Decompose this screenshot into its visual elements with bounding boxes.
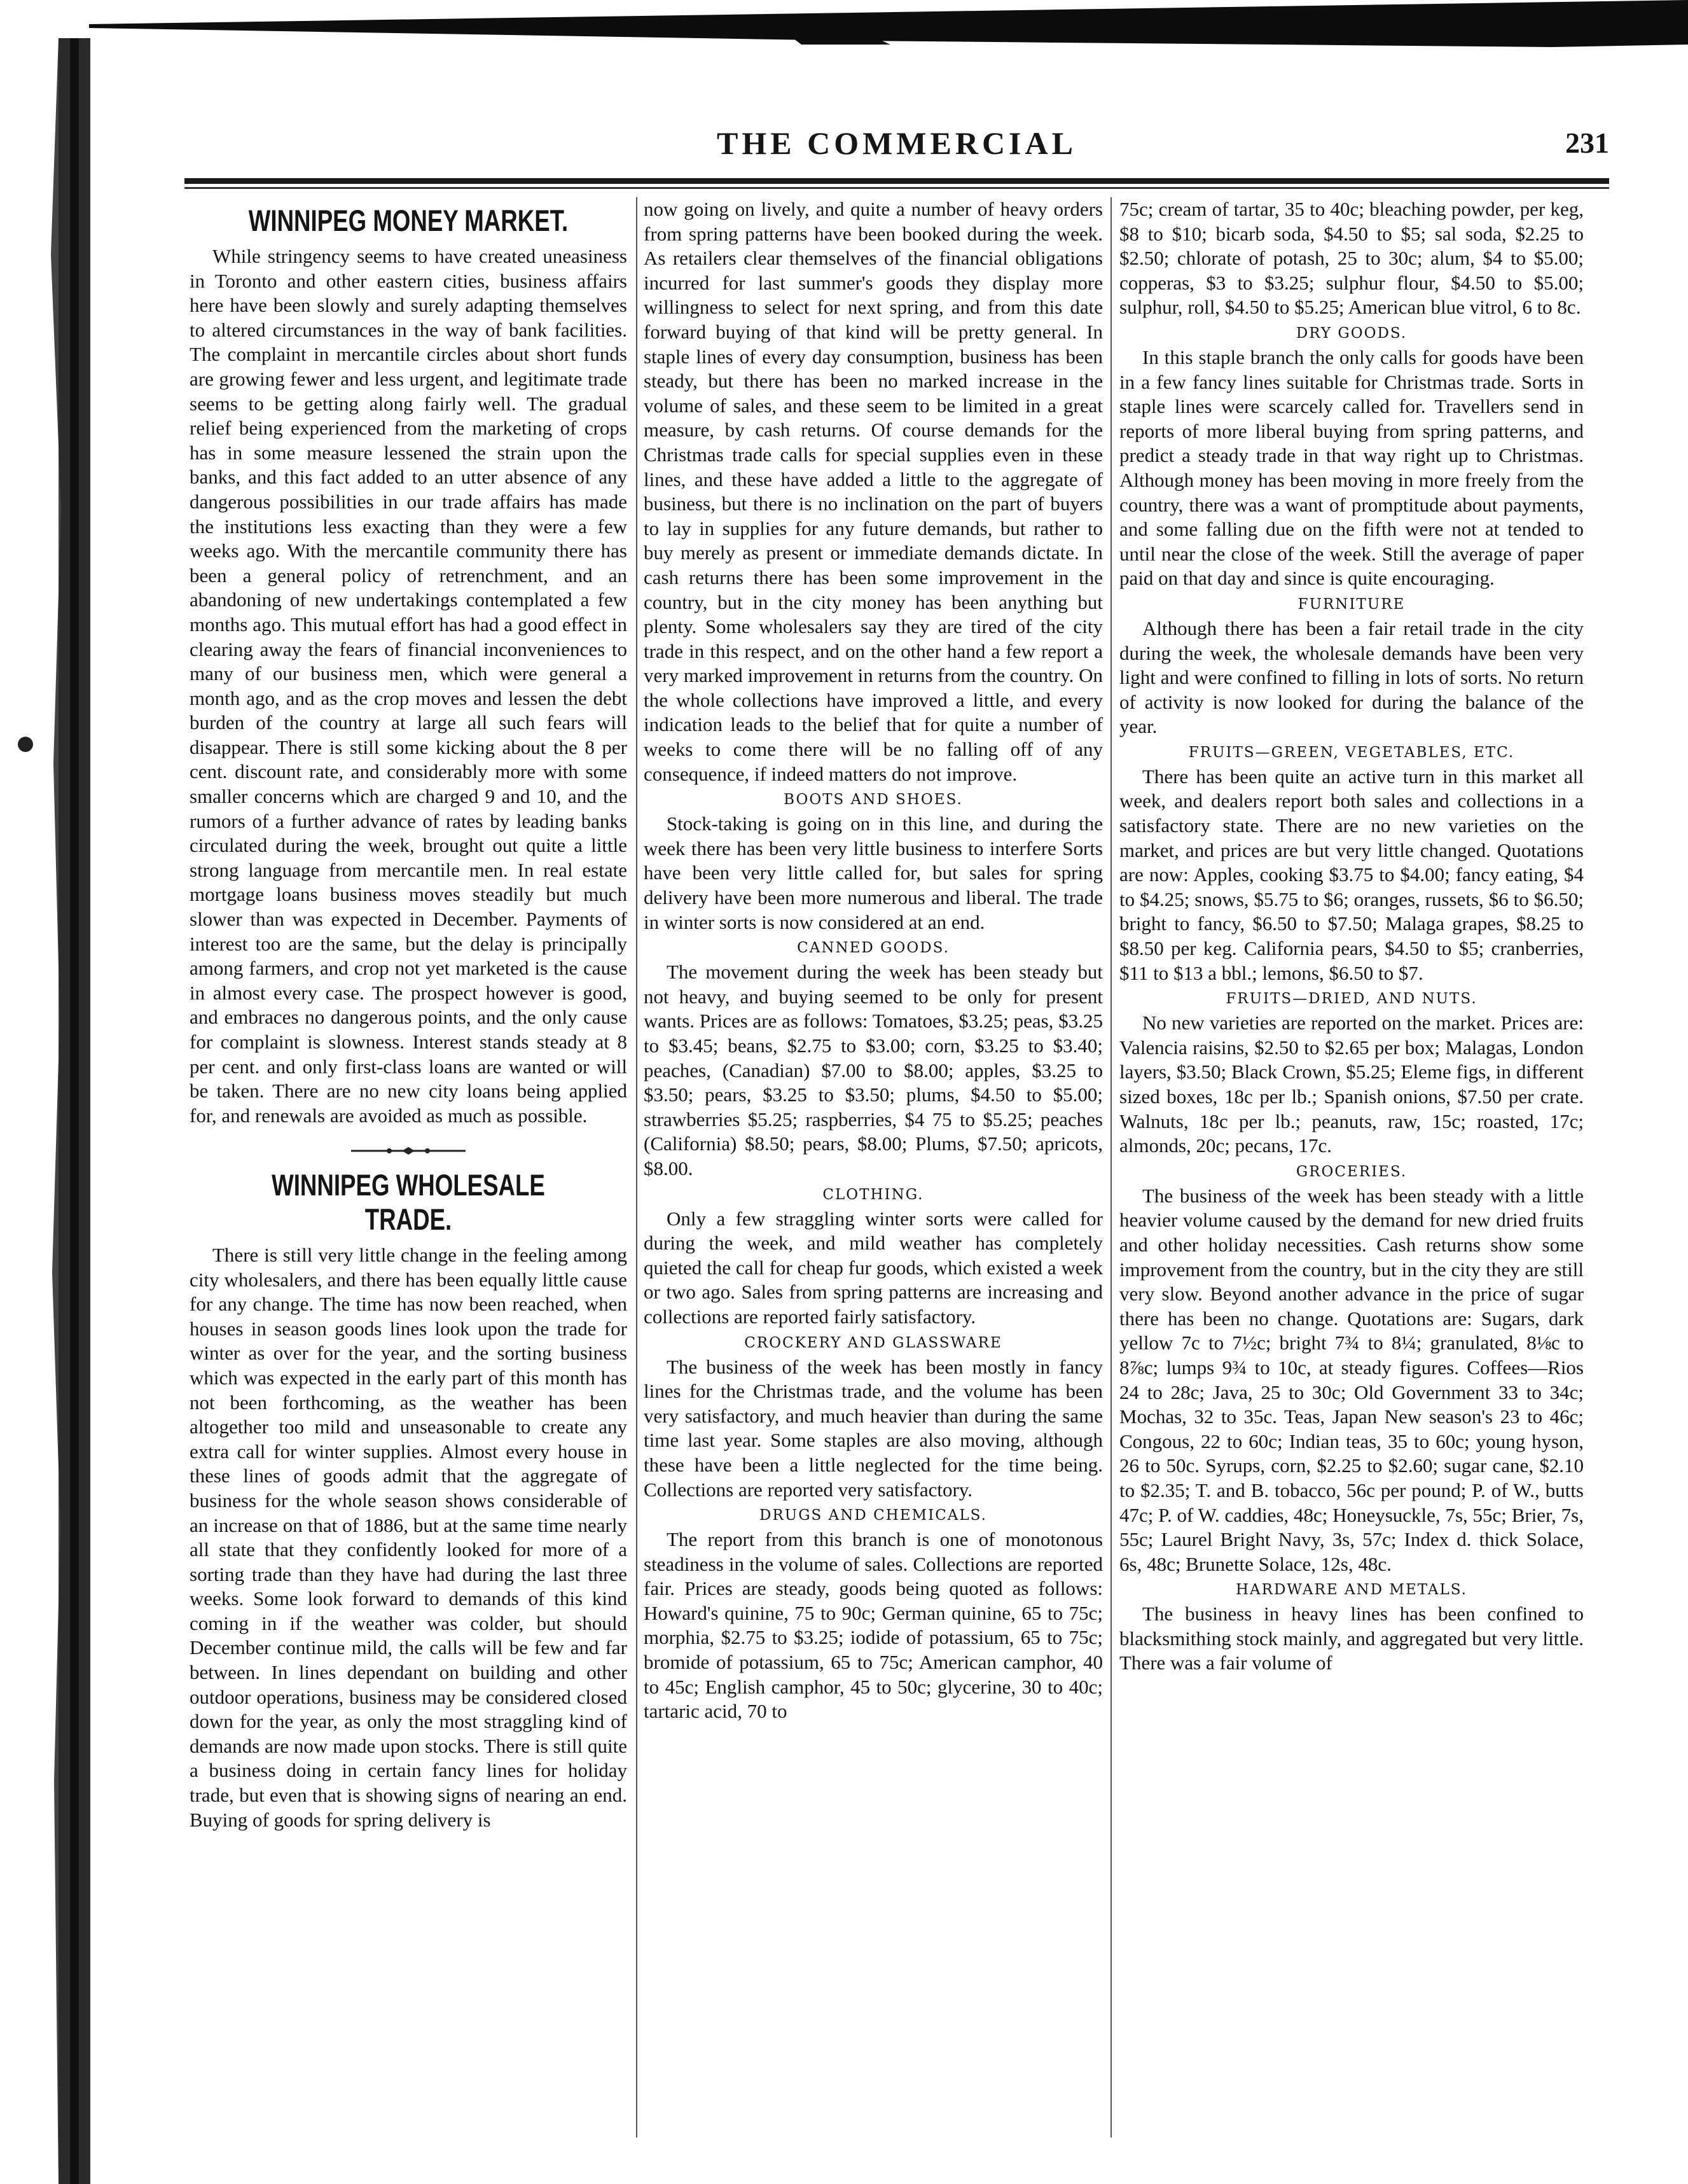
wholesale-trade-paragraph: There is still very little change in the feeling among city wholesalers, and there has been equally little cause for any change. The time has now been reached, when houses in season goods lines look upon the trade for winter as over for the year, and the sorting business which was expected in the early part of this month has not been forthcoming, as the weather has been altogether too mild and unseasonable to create any extra call for winter supplies. Almost every house in these lines of goods admit that the aggregate of business for the whole season shows considerable of an increase on that of 1886, but at the same time nearly all state that they confidently looked for more of a sorting trade than they have had during the last three weeks. Some look forward to demands of this kind coming in if the weather was colder, but should December continue mild, the calls will be few and far between. In lines dependant on building and other outdoor operations, business may be considered closed down for the year, as only the most straggling kind of demands are now made upon stocks. There is still quite a business doing in certain fancy lines for holiday trade, but even that is showing signs of nearing an end. Buying of goods for spring delivery is (190, 1243, 627, 1831)
column-divider (636, 197, 637, 2138)
column-1 (190, 197, 627, 2144)
clothing-paragraph: Only a few straggling winter sorts were called for during the week, and mild weather has completely quieted the call for cheap fur goods, which existed a week or two ago. Sales from spring patterns are increasing and collections are reported fairly satisfactory. (644, 1207, 1103, 1328)
section-heading-crockery: CROCKERY AND GLASSWARE (744, 1334, 1002, 1351)
article-heading-money-market: WINNIPEG MONEY MARKET. (248, 204, 569, 237)
groceries-paragraph: The business of the week has been steady with a little heavier volume caused by the demand for new dried fruits and other holiday necessities. Cash returns show some improvement from the country, but in the city they are still very slow. Beyond another advance in the price of sugar there has been no change. Quotations are: Sugars, dark yellow 7c to 7½c; bright 7¾ to 8¼; granulated, 8⅛c to 8⅞c; lumps 9¾ to 10c, at steady figures. Coffees—Rios 24 to 28c; Java, 25 to 30c; Old Government 33 to 34c; Mochas, 32 to 35c. Teas, Japan New season's 23 to 46c; Congous, 22 to 60c; Indian teas, 35 to 60c; young hyson, 26 to 50c. Syrups, corn, $2.25 to $2.60; sugar cane, $2.10 to $2.35; T. and B. tobacco, 56c per pound; P. of W., butts 47c; P. of W. caddies, 48c; Honeysuckle, 7s, 55c; Brier, 7s, 55c; Laurel Bright Navy, 3s, 57c; Index d. thick Solace, 6s, 48c; Brunette Solace, 12s, 48c. (1119, 1184, 1584, 1575)
publication-title: THE COMMERCIAL (717, 125, 1077, 161)
top-black-bar (89, 0, 1688, 55)
column-divider (1110, 197, 1112, 2138)
section-heading-canned: CANNED GOODS. (797, 940, 950, 957)
hardware-paragraph: The business in heavy lines has been confined to blacksmithing stock mainly, and aggregated but very little. There was a fair volume of (1119, 1603, 1584, 1674)
column-3 (1119, 197, 1584, 2144)
masthead (184, 125, 1609, 169)
section-heading-fruits-dried: FRUITS—DRIED, AND NUTS. (1226, 991, 1477, 1008)
fruits-green-paragraph: There has been quite an active turn in this market all week, and dealers report both sales and collections in a satisfactory state. There are no new varieties on the market, and prices are but very little changed. Quotations are now: Apples, cooking $3.75 to $4.00; fancy eating, $4 to $4.25; snows, $5.75 to $6; oranges, russets, $6 to $6.50; bright to fancy, $6.50 to $7.50; Malaga grapes, $8.25 to $8.50 per keg. California pears, $4.50 to $5; cranberries, $11 to $13 a bbl.; lemons, $6.50 to $7. (1119, 765, 1584, 984)
section-heading-boots: BOOTS AND SHOES. (784, 791, 963, 809)
continued-paragraph: now going on lively, and quite a number of heavy orders from spring patterns have been booked during the week. As retailers clear themselves of the financial obligations incurred for last summer's goods they display more willingness to select for next spring, and from this date forward buying of that kind will be pretty general. In staple lines of every day consumption, business has been steady, but there has been no marked increase in the volume of sales, and these seem to be limited in a great measure, by cash returns. Of course demands for the Christmas trade calls for special supplies even in these lines, and these have added a little to the aggregate of business, but there is no inclination on the part of buyers to lay in supplies for any future demands, but rather to buy merely as present or immediate demands dictate. In cash returns there has been some improvement in the country, but in the city money has been anything but plenty. Some wholesalers say they are tired of the city trade in this respect, and on the other hand a few report a very marked improvement in returns from the country. On the whole collections have improved a little, and every indication leads to the belief that for quite a number of weeks to come there will be no falling off of any consequence, if indeed matters do not improve. (644, 198, 1103, 785)
crockery-paragraph: The business of the week has been mostly in fancy lines for the Christmas trade, and the volume has been very satisfactory, and much heavier than during the same time last year. Some staples are also moving, although these have been a little neglected for the time being. Collections are reported very satisfactory. (644, 1355, 1103, 1501)
money-market-paragraph: While stringency seems to have created uneasiness in Toronto and other eastern cities, business affairs here have been slowly and surely adapting themselves to altered circumstances in the way of bank facilities. The complaint in mercantile circles about short funds are growing fewer and less urgent, and legitimate trade seems to be getting along fairly well. The gradual relief being experienced from the marketing of crops has in some measure lessened the strain upon the banks, and this fact added to an utter absence of any dangerous possibilities in our trade affairs has made the institutions less exacting than they were a few weeks ago. With the mercantile community there has been a general policy of retrenchment, and an abandoning of new undertakings contemplated a few months ago. This mutual effort has had a good effect in clearing away the fears of financial inconveniences to many of our business men, which were general a month ago, and as the crop moves and lessen the debt burden of the country at large all such fears will disappear. There is still some kicking about the 8 per cent. discount rate, and considerably more with some smaller concerns which are charged 9 and 10, and the rumors of a further advance of rates by leading banks circulated during the week, brought out quite a little strong language from mercantile men. In real estate mortgage loans business moves steadily but much slower than was expected in December. Payments of interest too are the same, but the delay is principally among farmers, and crop not yet marketed is the cause in almost every case. The prospect however is good, and embraces no dangerous points, and the only cause for complaint is slowness. Interest stands steady at 8 per cent. and only first-class loans are wanted or will be taken. There are no new city loans being applied for, and renewals are avoided as much as possible. (190, 245, 627, 1127)
section-heading-clothing: CLOTHING. (822, 1186, 924, 1203)
section-heading-furniture: FURNITURE (1297, 595, 1406, 613)
section-heading-fruits-green: FRUITS—GREEN, VEGETABLES, ETC. (1188, 744, 1515, 761)
section-heading-drugs: DRUGS AND CHEMICALS. (759, 1507, 987, 1524)
page-number: 231 (1565, 127, 1609, 159)
section-heading-dry-goods: DRY GOODS. (1296, 324, 1408, 342)
section-ornament (190, 1137, 627, 1162)
fruits-dried-paragraph: No new varieties are reported on the market. Prices are: Valencia raisins, $2.50 to $2.65 per box; Malagas, London layers, $3.50; Black Crown, $5.25; Eleme figs, in different sized boxes, 18c per lb.; Spanish onions, $7.50 per crate. Walnuts, 18c per lb.; peanuts, raw, 15c; roasted, 17c; almonds, 20c; pecans, 17c. (1119, 1012, 1584, 1157)
section-heading-groceries: GROCERIES. (1296, 1163, 1408, 1180)
article-heading-wholesale-trade: WINNIPEG WHOLESALE TRADE. (272, 1167, 545, 1236)
drugs-paragraph: The report from this branch is one of monotonous steadiness in the volume of sales. Collections are reported fair. Prices are steady, goods being quoted as follows: Howard's quinine, 75 to 90c; German quinine, 65 to 75c; morphia, $2.75 to $3.25; iodide of potassium, 65 to 75c; bromide of potassium, 65 to 75c; American camphor, 40 to 45c; English camphor, 45 to 50c; glycerine, 30 to 40c; tartaric acid, 70 to (644, 1528, 1103, 1723)
canned-paragraph: The movement during the week has been steady but not heavy, and buying seemed to be only for present wants. Prices are as follows: Tomatoes, $3.25; peas, $3.25 to $3.45; beans, $2.75 to $3.00; corn, $3.25 to $3.40; peaches, (Canadian) $7.00 to $8.00; apples, $3.25 to $3.50; pears, $3.25 to $3.50; plums, $4.50 to $5.00; strawberries $5.25; raspberries, $4 75 to $5.25; peaches (California) $8.50; pears, $8.00; Plums, $7.50; apricots, $8.00. (644, 961, 1103, 1179)
dry-goods-paragraph: In this staple branch the only calls for goods have been in a few fancy lines suitable for Christmas trade. Sorts in staple lines were scarcely called for. Travellers send in reports of more liberal buying from spring patterns, and predict a steady trade in that way right up to Christmas. Although money has been moving in more freely from the country, there was a want of promptitude about payments, and some falling due on the fifth were not at tended to until near the close of the week. Still the average of paper paid on that day and since is quite encouraging. (1119, 345, 1584, 590)
boots-paragraph: Stock-taking is going on in this line, and during the week there has been very little business to interfere Sorts have been very little called for, but sales for spring delivery have been more numerous and liberal. The trade in winter sorts is now considered at an end. (644, 812, 1103, 933)
furniture-paragraph: Although there has been a fair retail trade in the city during the week, the wholesale demands have been very light and were confined to filling in lots of sorts. No return of activity is now looked for during the balance of the year. (1119, 616, 1584, 738)
header-rule-thin (184, 187, 1609, 189)
continued-paragraph: 75c; cream of tartar, 35 to 40c; bleaching powder, per keg, $8 to $10; bicarb soda, $4.50 to $5; sal soda, $2.25 to $2.50; chlorate of potash, 25 to 30c; alum, $4 to $5.00; copperas, $3 to $3.25; sulphur flour, $4.50 to $5.00; sulphur, roll, $4.50 to $5.25; American blue vitrol, 6 to 8c. (1119, 198, 1584, 319)
binding-edge-strip (0, 0, 95, 2184)
column-2 (644, 197, 1103, 2144)
header-rule (184, 178, 1609, 184)
section-heading-hardware: HARDWARE AND METALS. (1236, 1582, 1467, 1599)
